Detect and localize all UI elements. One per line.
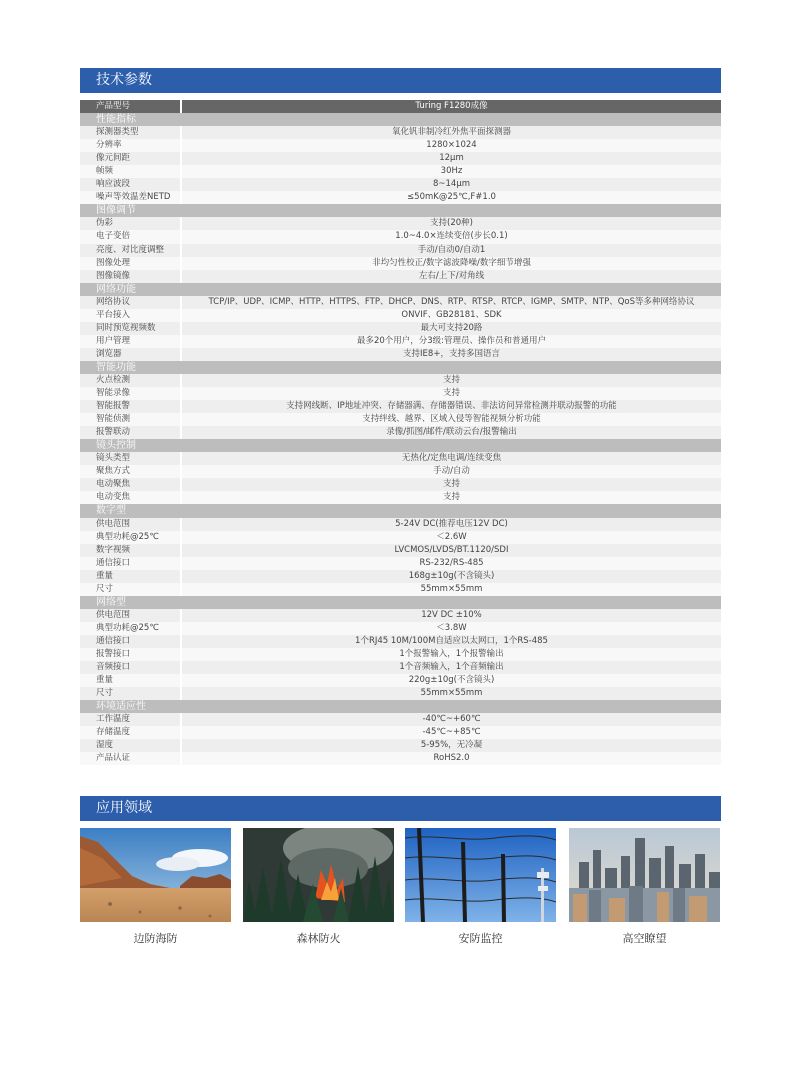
spec-label: 供电范围 bbox=[96, 518, 131, 529]
spec-row bbox=[80, 583, 721, 596]
caption-border-coastal: 边防海防 bbox=[133, 932, 178, 945]
spec-row bbox=[80, 687, 721, 700]
spec-label: 通信接口 bbox=[96, 557, 131, 568]
spec-row bbox=[80, 752, 721, 765]
spec-row bbox=[80, 635, 721, 648]
spec-value: 支持绊线、越界、区域入侵等智能视频分析功能 bbox=[362, 414, 541, 425]
spec-row bbox=[80, 270, 721, 283]
spec-section-header bbox=[80, 113, 721, 126]
barbed-wire-fence-photo bbox=[405, 828, 556, 922]
spec-row bbox=[80, 139, 721, 152]
spec-label: 产品认证 bbox=[96, 753, 131, 764]
spec-section-header bbox=[80, 596, 721, 609]
spec-row bbox=[80, 296, 721, 309]
spec-row bbox=[80, 165, 721, 178]
spec-value: 5-24V DC(推荐电压12V DC) bbox=[395, 518, 508, 529]
spec-value: RS-232/RS-485 bbox=[419, 557, 484, 568]
spec-row bbox=[80, 413, 721, 426]
spec-value: 支持网线断、IP地址冲突、存储器满、存储器错误、非法访问异常检测并联动报警的功能 bbox=[286, 401, 617, 412]
spec-value: 手动/自动 bbox=[433, 466, 470, 477]
spec-row bbox=[80, 739, 721, 752]
city-skyline-photo bbox=[569, 828, 720, 922]
caption-security: 安防监控 bbox=[458, 932, 503, 945]
spec-row bbox=[80, 348, 721, 361]
spec-value: 1个RJ45 10M/100M自适应以太网口，1个RS-485 bbox=[355, 635, 548, 646]
spec-value: 左右/上下/对角线 bbox=[418, 270, 485, 281]
spec-row bbox=[80, 648, 721, 661]
application-title: 应用领域 bbox=[96, 800, 152, 816]
spec-value: 12μm bbox=[439, 153, 464, 164]
spec-row bbox=[80, 465, 721, 478]
spec-value: ≤50mK@25℃,F#1.0 bbox=[407, 192, 496, 203]
spec-row bbox=[80, 152, 721, 165]
tech-params-title: 技术参数 bbox=[96, 72, 152, 88]
spec-row bbox=[80, 400, 721, 413]
spec-label: 聚焦方式 bbox=[96, 466, 131, 477]
spec-row bbox=[80, 518, 721, 531]
spec-label: 重量 bbox=[96, 675, 114, 686]
spec-label: 存储温度 bbox=[96, 727, 131, 738]
spec-row bbox=[80, 674, 721, 687]
spec-value: 55mm×55mm bbox=[420, 583, 483, 594]
spec-section-header bbox=[80, 283, 721, 296]
spec-value: 支持(20种) bbox=[430, 218, 473, 229]
spec-value: Turing F1280成像 bbox=[415, 101, 488, 111]
spec-row bbox=[80, 491, 721, 504]
spec-value: 5-95%，无冷凝 bbox=[420, 740, 483, 751]
caption-high-altitude: 高空瞭望 bbox=[622, 932, 667, 945]
spec-label: 音频接口 bbox=[96, 662, 131, 673]
spec-value: TCP/IP、UDP、ICMP、HTTP、HTTPS、FTP、DHCP、DNS、RTP、RTSP、RTCP、IGMP、SMTP、NTP、QoS等多种网络协议 bbox=[208, 296, 695, 307]
spec-value: 8~14μm bbox=[432, 179, 471, 190]
spec-label: 典型功耗@25℃ bbox=[96, 622, 159, 633]
spec-section-label: 数字型 bbox=[96, 505, 126, 517]
spec-label: 智能录像 bbox=[96, 388, 131, 399]
forest-fire-photo bbox=[243, 828, 394, 922]
spec-section-header bbox=[80, 504, 721, 517]
spec-value: 非均匀性校正/数字滤波降噪/数字细节增强 bbox=[372, 257, 531, 268]
spec-label: 同时预览视频数 bbox=[96, 322, 156, 333]
spec-model-row bbox=[80, 100, 721, 113]
spec-value: 55mm×55mm bbox=[420, 688, 483, 699]
spec-section-label: 网络功能 bbox=[96, 283, 136, 295]
spec-row bbox=[80, 335, 721, 348]
spec-label: 智能侦测 bbox=[96, 414, 131, 425]
spec-label: 电动变焦 bbox=[96, 492, 131, 503]
spec-value: 无热化/定焦电调/连续变焦 bbox=[401, 453, 502, 464]
spec-label: 湿度 bbox=[96, 740, 114, 751]
spec-value: 支持 bbox=[442, 388, 460, 399]
spec-section-header bbox=[80, 439, 721, 452]
spec-label: 报警联动 bbox=[96, 427, 131, 438]
spec-label: 通信接口 bbox=[96, 635, 131, 646]
spec-label: 浏览器 bbox=[96, 348, 122, 359]
spec-value: -40℃~+60℃ bbox=[422, 714, 481, 725]
spec-row bbox=[80, 570, 721, 583]
spec-label: 镜头类型 bbox=[96, 453, 131, 464]
spec-value: 氧化钒非制冷红外焦平面探测器 bbox=[391, 127, 511, 138]
caption-forest-fire: 森林防火 bbox=[296, 932, 341, 945]
spec-row bbox=[80, 244, 721, 257]
spec-row bbox=[80, 713, 721, 726]
spec-value: RoHS2.0 bbox=[433, 753, 470, 764]
spec-value: ONVIF、GB28181、SDK bbox=[401, 309, 502, 320]
spec-row bbox=[80, 374, 721, 387]
spec-label: 探测器类型 bbox=[96, 127, 139, 138]
spec-value: LVCMOS/LVDS/BT.1120/SDI bbox=[394, 544, 509, 555]
spec-value: 支持 bbox=[442, 374, 460, 385]
spec-row bbox=[80, 426, 721, 439]
spec-label: 伪彩 bbox=[96, 218, 114, 229]
spec-label: 图像镜像 bbox=[96, 270, 131, 281]
tech-params-banner bbox=[80, 68, 721, 93]
spec-label: 火点检测 bbox=[96, 374, 131, 385]
spec-label: 典型功耗@25℃ bbox=[96, 531, 159, 542]
spec-row bbox=[80, 452, 721, 465]
spec-value: 1个报警输入，1个报警输出 bbox=[399, 648, 504, 659]
spec-label: 重量 bbox=[96, 570, 114, 581]
spec-label: 电子变倍 bbox=[96, 231, 131, 242]
spec-row bbox=[80, 531, 721, 544]
spec-label: 工作温度 bbox=[96, 714, 131, 725]
spec-value: 最多20个用户，分3级:管理员、操作员和普通用户 bbox=[356, 335, 547, 346]
spec-label: 供电范围 bbox=[96, 609, 131, 620]
spec-value: 30Hz bbox=[440, 166, 463, 177]
spec-value: 168g±10g(不含镜头) bbox=[408, 570, 495, 581]
spec-value: 1280×1024 bbox=[426, 140, 477, 151]
spec-section-label: 镜头控制 bbox=[96, 440, 136, 452]
spec-label: 电动聚焦 bbox=[96, 479, 131, 490]
spec-value: 1.0~4.0×连续变倍(步长0.1) bbox=[395, 231, 508, 242]
spec-label: 平台接入 bbox=[96, 309, 131, 320]
application-banner bbox=[80, 796, 721, 821]
spec-label: 网络协议 bbox=[96, 296, 131, 307]
spec-section-header bbox=[80, 361, 721, 374]
spec-value: 最大可支持20路 bbox=[420, 322, 483, 333]
spec-label: 响应波段 bbox=[96, 179, 131, 190]
spec-row bbox=[80, 191, 721, 204]
spec-value: ＜2.6W bbox=[436, 531, 467, 542]
spec-label: 尺寸 bbox=[96, 688, 114, 699]
spec-label: 亮度、对比度调整 bbox=[96, 244, 165, 255]
spec-value: 录像/抓图/邮件/联动云台/报警输出 bbox=[386, 427, 517, 438]
spec-value: ＜3.8W bbox=[436, 622, 467, 633]
spec-value: 220g±10g(不含镜头) bbox=[408, 675, 495, 686]
spec-section-label: 环境适应性 bbox=[96, 701, 146, 713]
spec-row bbox=[80, 387, 721, 400]
spec-value: 1个音频输入，1个音频输出 bbox=[399, 662, 504, 673]
spec-section-label: 网络型 bbox=[96, 596, 126, 608]
spec-row bbox=[80, 661, 721, 674]
spec-row bbox=[80, 322, 721, 335]
spec-label: 数字视频 bbox=[96, 544, 131, 555]
spec-row bbox=[80, 622, 721, 635]
spec-label: 尺寸 bbox=[96, 583, 114, 594]
spec-label: 智能报警 bbox=[96, 401, 131, 412]
spec-row bbox=[80, 478, 721, 491]
spec-section-header bbox=[80, 700, 721, 713]
spec-label: 图像处理 bbox=[96, 257, 131, 268]
spec-section-header bbox=[80, 204, 721, 217]
spec-section-label: 智能功能 bbox=[96, 361, 136, 373]
spec-label: 产品型号 bbox=[96, 101, 131, 111]
spec-row bbox=[80, 178, 721, 191]
spec-row bbox=[80, 126, 721, 139]
spec-value: 支持 bbox=[442, 479, 460, 490]
spec-row bbox=[80, 544, 721, 557]
spec-row bbox=[80, 557, 721, 570]
spec-row bbox=[80, 257, 721, 270]
spec-row bbox=[80, 230, 721, 243]
spec-label: 像元间距 bbox=[96, 153, 131, 164]
spec-row bbox=[80, 309, 721, 322]
spec-row bbox=[80, 217, 721, 230]
spec-table bbox=[80, 100, 721, 765]
spec-section-label: 性能指标 bbox=[96, 114, 136, 126]
spec-value: 12V DC ±10% bbox=[421, 609, 482, 620]
spec-value: -45℃~+85℃ bbox=[422, 727, 481, 738]
spec-section-label: 图像调节 bbox=[96, 205, 136, 217]
spec-label: 报警接口 bbox=[96, 648, 131, 659]
desert-photo bbox=[80, 828, 231, 922]
spec-value: 手动/自动0/自动1 bbox=[417, 244, 486, 255]
spec-row bbox=[80, 609, 721, 622]
spec-label: 分辨率 bbox=[96, 140, 122, 151]
spec-value: 支持 bbox=[442, 492, 460, 503]
spec-label: 用户管理 bbox=[96, 335, 131, 346]
spec-value: 支持IE8+，支持多国语言 bbox=[403, 348, 500, 359]
spec-label: 噪声等效温差NETD bbox=[96, 192, 171, 203]
spec-row bbox=[80, 726, 721, 739]
spec-label: 帧频 bbox=[96, 166, 114, 177]
